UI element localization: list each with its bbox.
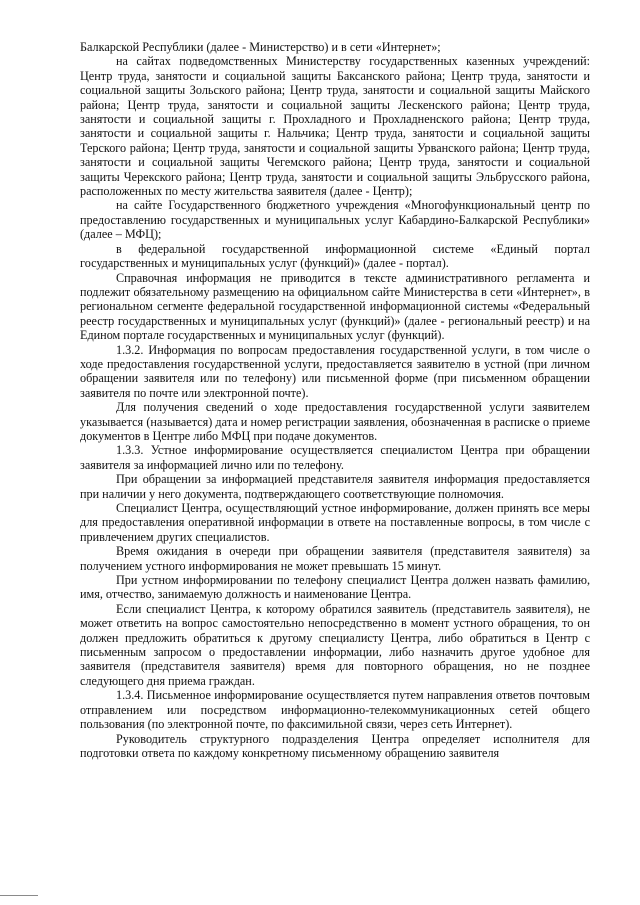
paragraph-federal-portal: в федеральной государственной информационной системе «Единый портал государственных и муниципальных услуг (функций)» (далее - портал). — [80, 241, 590, 271]
paragraph-representative: При обращении за информацией представителя заявителя информация предоставляется при наличии у него документа, подтверждающего соответствующие полномочия. — [80, 472, 590, 501]
document-page — [80, 40, 590, 760]
paragraph-ministry-site: Балкарской Республики (далее - Министерство) и в сети «Интернет»; — [80, 40, 441, 54]
paragraph-specialist-duties: Специалист Центра, осуществляющий устное информирование, должен принять все меры для предоставления оперативной информации в ответе на поставленные вопросы, в том числе с привлечением других специалистов. — [80, 501, 590, 544]
paragraph-status-info: Для получения сведений о ходе предоставления государственной услуги заявителем указывается (называется) дата и номер регистрации заявления, обозначенная в расписке о приеме документов в Центре либо МФЦ при подаче документов. — [80, 400, 590, 443]
paragraph-section-1-3-3: 1.3.3. Устное информирование осуществляется специалистом Центра при обращении заявителя за информацией лично или по телефону. — [80, 443, 590, 472]
paragraph-section-1-3-2: 1.3.2. Информация по вопросам предоставления государственной услуги, в том числе о ходе предоставления государственной услуги, предоставляется заявителю в устной (при личном обращении заявителя или по телефону) или письменной форме (при письменном обращении заявителя по почте или электронной почте). — [80, 342, 590, 400]
footer-rule — [0, 895, 38, 896]
paragraph-manager-assigns: Руководитель структурного подразделения Центра определяет исполнителя для подготовки ответа по каждому конкретному письменному обращению заявителя — [80, 731, 590, 760]
paragraph-phone-info: При устном информировании по телефону специалист Центра должен назвать фамилию, имя, отчество, занимаемую должность и наименование Центра. — [80, 573, 590, 602]
paragraph-section-1-3-4: 1.3.4. Письменное информирование осуществляется путем направления ответов почтовым отправлением или посредством информационно-телекоммуникационных сетей общего пользования (по электронной почте, по факсимильной связи, через сеть Интернет). — [80, 688, 590, 732]
paragraph-mfc-site: на сайте Государственного бюджетного учреждения «Многофункциональный центр по предоставлению государственных и муниципальных услуг Кабардино-Балкарской Республики» (далее – МФЦ); — [80, 198, 590, 242]
paragraph-redirect: Если специалист Центра, к которому обратился заявитель (представитель заявителя), не может ответить на вопрос самостоятельно непосредственно в момент устного обращения, то он должен предложить обратиться к другому специалисту Центра, либо обратиться в Центр с письменным запросом о предоставлении информации, либо назначить другое удобное для заявителя (представителя заявителя) время для повторного обращения, но не позднее следующего дня приема граждан. — [80, 601, 590, 688]
paragraph-reference-info: Справочная информация не приводится в тексте административного регламента и подлежит обязательному размещению на официальном сайте Министерства в сети «Интернет», в региональном сегменте федеральной государственной информационной системы «Федеральный реестр государственных и муниципальных услуг (функций)» (далее - региональный реестр) и на Едином портале государственных и муниципальных услуг (функций). — [80, 270, 590, 343]
paragraph-waiting-time: Время ожидания в очереди при обращении заявителя (представителя заявителя) за получением устного информирования не может превышать 15 минут. — [80, 544, 590, 573]
paragraph-subordinate-sites: на сайтах подведомственных Министерству государственных казенных учреждений: Центр труда, занятости и социальной защиты Баксанского района; Центр труда, занятости и социальной защиты Зольского района; Центр труда, занятости и социальной защиты Майского района; Центр труда, занятости и социальной защиты Лескенского района; Центр труда, занятости и социальной защиты г. Прохладного и Прохладненского района; Центр труда, занятости и социальной защиты г. Нальчика; Центр труда, занятости и социальной защиты Терского района; Центр труда, занятости и социальной защиты Урванского района; Центр труда, занятости и социальной защиты Чегемского района; Центр труда, занятости и социальной защиты Черекского района; Центр труда, занятости и социальной защиты Эльбрусского района, расположенных по месту жительства заявителя (далее - Центр); — [80, 54, 590, 199]
